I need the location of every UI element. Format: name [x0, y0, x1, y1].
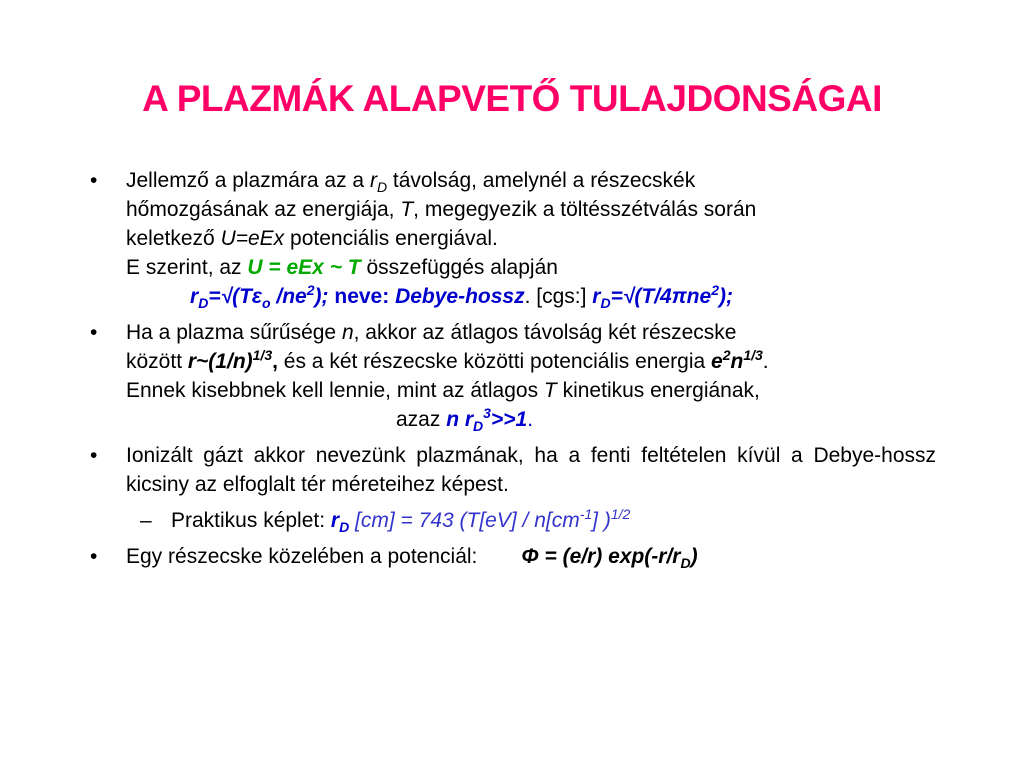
- text: Praktikus képlet:: [171, 509, 331, 532]
- energy-e: e: [711, 350, 723, 373]
- formula-sub: D: [600, 295, 611, 312]
- text: E szerint, az: [126, 256, 248, 279]
- bullet-ionized-gas: [84, 441, 936, 499]
- slide-title: A PLAZMÁK ALAPVETŐ TULAJDONSÁGAI: [142, 78, 882, 119]
- text: Ennek kisebbnek kell lennie, mint az átlagos: [126, 379, 544, 402]
- text: távolság, amelynél a részecskék: [387, 169, 696, 192]
- formula-sub: o: [261, 295, 271, 312]
- bullet-glyph: •: [90, 321, 98, 344]
- text: keletkező: [126, 227, 221, 250]
- bullet-glyph: •: [90, 444, 98, 467]
- formula-r: r: [592, 285, 601, 308]
- formula-sup: 2: [711, 282, 719, 298]
- energy-n: n: [730, 350, 744, 373]
- formula-sup: -1: [579, 506, 593, 522]
- formula-sup: 2: [306, 282, 315, 298]
- text: Ha a plazma sűrűsége: [126, 321, 342, 344]
- text: , megegyezik a töltésszétválás során: [413, 198, 757, 221]
- bullet-glyph: •: [90, 545, 98, 568]
- line: [126, 347, 936, 376]
- period: .: [527, 408, 534, 431]
- text: között: [126, 350, 188, 373]
- formula-part: =√(Tε: [208, 285, 262, 308]
- line: [126, 253, 936, 282]
- bullet-debye-length: [84, 166, 936, 311]
- bullet-glyph: •: [90, 169, 98, 192]
- formula-part: ): [690, 545, 698, 568]
- formula-part: ] ): [592, 509, 611, 532]
- text: Jellemző a plazmára az a: [126, 169, 370, 192]
- formula-part: =√(T/4πne: [610, 285, 712, 308]
- formula-r: r: [190, 285, 199, 308]
- formula-part: );: [719, 285, 733, 308]
- dash-glyph: –: [140, 509, 152, 532]
- text: és a két részecske közötti potenciális energia: [277, 350, 712, 373]
- cgs-label: . [cgs:]: [524, 285, 593, 308]
- formula-ueex: U=eEx: [220, 227, 285, 250]
- formula-sub: D: [680, 555, 691, 572]
- formula-sub: D: [339, 519, 350, 536]
- bullet-potential: [84, 542, 936, 571]
- formula-sup: 3: [483, 405, 491, 421]
- condition-formula: n r: [446, 408, 474, 431]
- phi-symbol: Φ: [521, 545, 539, 568]
- condition-line: [126, 405, 936, 434]
- text: .: [762, 350, 769, 373]
- formula-part: /ne: [270, 285, 307, 308]
- symbol-n: n: [341, 321, 354, 344]
- formula-sup: 1/2: [610, 506, 631, 522]
- formula-sub: D: [473, 418, 484, 435]
- debye-formula-line: [126, 282, 936, 311]
- formula-r: r: [330, 509, 340, 532]
- name-label: neve:: [328, 285, 396, 308]
- symbol-r: r: [369, 169, 377, 192]
- subscript-d: D: [376, 179, 388, 196]
- paragraph: Ionizált gázt akkor nevezünk plazmának, ha a fenti feltételen kívül a Debye-hossz kicsiny az elfoglalt tér méreteihez képest.: [126, 444, 936, 496]
- formula-sup: 1/3: [252, 347, 273, 363]
- potential-formula: = (e/r) exp(-r/r: [538, 545, 681, 568]
- text: Egy részecske közelében a potenciál:: [126, 545, 478, 568]
- slide-content: [84, 166, 936, 571]
- line: [126, 376, 936, 405]
- line: [126, 166, 936, 195]
- bullet-density: [84, 318, 936, 434]
- text: hőmozgásának az energiája,: [126, 198, 401, 221]
- symbol-t: T: [400, 198, 414, 221]
- formula-part: );: [314, 285, 329, 308]
- comma: ,: [272, 350, 278, 373]
- condition-formula: >>1: [490, 408, 528, 431]
- formula-sub: D: [198, 295, 209, 312]
- relation-formula: U = eEx ~ T: [247, 256, 361, 279]
- formula-sup: 1/3: [743, 347, 763, 363]
- line: [126, 318, 936, 347]
- text: , akkor az átlagos távolság két részecske: [353, 321, 737, 344]
- sub-bullet-practical-formula: [84, 506, 936, 535]
- text: potenciális energiával.: [284, 227, 498, 250]
- text: kinetikus energiának,: [556, 379, 760, 402]
- formula-sup: 2: [722, 347, 731, 363]
- symbol-t: T: [543, 379, 557, 402]
- formula-part: [cm] = 743 (T[eV] / n[cm: [349, 509, 580, 532]
- line: [126, 195, 936, 224]
- debye-term: Debye-hossz: [395, 285, 525, 308]
- text: azaz: [396, 408, 447, 431]
- distance-formula: r~(1/n): [187, 350, 253, 373]
- line: [126, 224, 936, 253]
- text: összefüggés alapján: [360, 256, 558, 279]
